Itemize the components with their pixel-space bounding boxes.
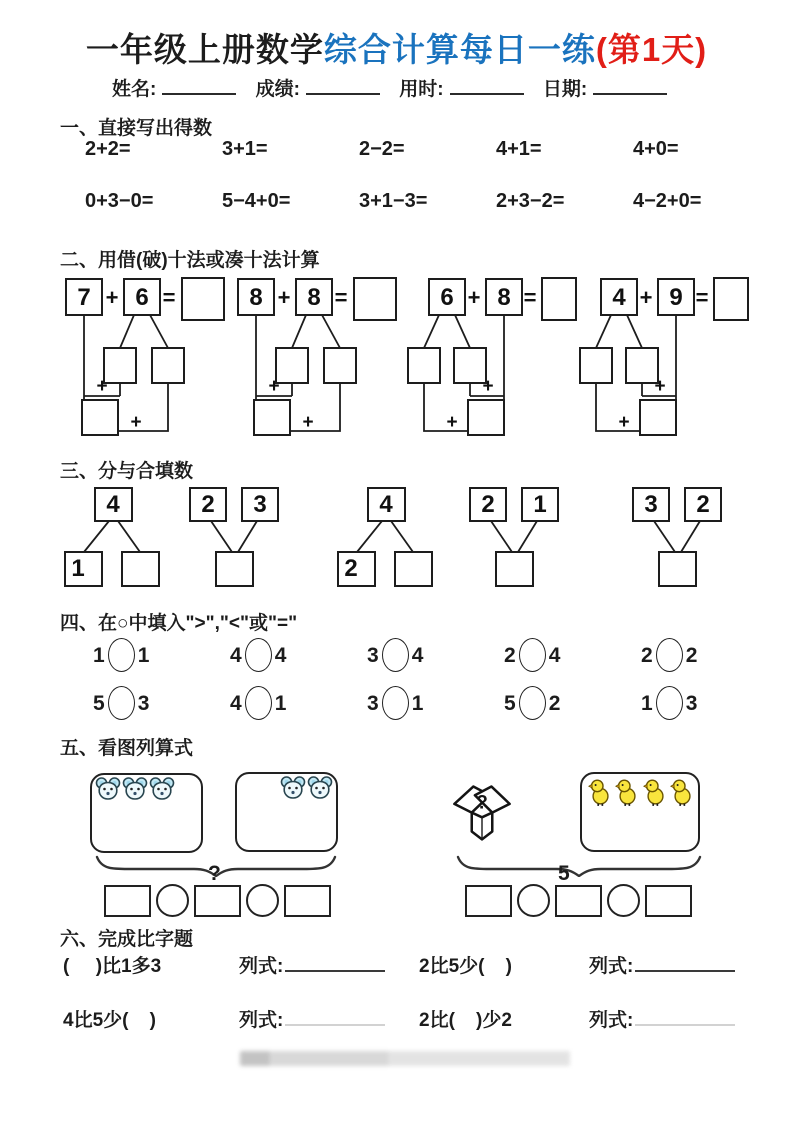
ten-box: [468, 400, 504, 435]
equation-prompt: [589, 951, 749, 978]
equation-blank: [285, 1012, 385, 1026]
equation-operator-circle: [246, 884, 279, 917]
plus-sign: +: [654, 376, 666, 397]
name-label: 姓名:: [112, 79, 157, 100]
split-box: [276, 348, 308, 383]
equation-number-box: [284, 885, 331, 917]
comparison-item: [230, 686, 367, 720]
section-3-heading: 三、分与合填数: [60, 461, 194, 482]
plus-sign: +: [277, 285, 291, 310]
comparison-item: [367, 686, 504, 720]
ten-box: [640, 400, 676, 435]
answer-box: [542, 278, 576, 320]
comparison-item: [641, 638, 778, 672]
plus-sign: +: [639, 285, 653, 310]
comparison-circle: [519, 638, 546, 672]
mouse-icon: [307, 776, 333, 800]
section-1-heading: 一、直接写出得数: [60, 118, 213, 139]
comparison-circle: [656, 638, 683, 672]
equation-number-box: [465, 885, 512, 917]
total-label: 5: [558, 862, 570, 885]
plus-sign: +: [482, 376, 494, 397]
answer-box: [354, 278, 396, 320]
right-number: 4: [548, 644, 561, 667]
number-bond-combine: [465, 486, 565, 588]
comparison-circle: [382, 686, 409, 720]
expression: 0+3−0=: [85, 190, 154, 212]
plus-sign: +: [618, 412, 630, 433]
comparison-circle: [656, 686, 683, 720]
whole-box: [216, 552, 253, 586]
equation-prompt: [239, 1005, 419, 1032]
split-box: [626, 348, 658, 383]
left-number: 3: [367, 692, 379, 715]
part-value: 1: [71, 555, 85, 582]
date-blank: [593, 79, 667, 95]
chick-icon: [643, 777, 665, 807]
title-day-part: (第1天): [595, 31, 708, 68]
part-value: 1: [533, 491, 547, 518]
plus-sign: +: [105, 285, 119, 310]
page-title: [0, 24, 793, 71]
section-6-row-1: [63, 951, 749, 978]
addend-value: 4: [612, 284, 626, 311]
equation-blank: [635, 958, 735, 972]
comparison-item: [504, 686, 641, 720]
ten-box: [82, 400, 118, 435]
split-box: [454, 348, 486, 383]
equals-sign: =: [162, 285, 176, 310]
section-1-row-2: [85, 190, 770, 213]
expression: 2+3−2=: [496, 190, 565, 212]
expression: 5−4+0=: [222, 190, 291, 212]
part-value: 2: [481, 491, 495, 518]
info-line: [112, 74, 681, 101]
plus-sign: +: [96, 376, 108, 397]
comparison-circle: [245, 638, 272, 672]
left-number: 4: [230, 644, 242, 667]
part-value: 2: [696, 491, 710, 518]
comparison-circle: [108, 686, 135, 720]
comparison-item: [93, 638, 230, 672]
left-number: 1: [93, 644, 105, 667]
addend-value: 8: [497, 284, 511, 311]
equation-operator-circle: [607, 884, 640, 917]
equation-label: 列式:: [589, 956, 634, 977]
right-number: 2: [685, 644, 698, 667]
compare-problem: 2比( )少2: [419, 1010, 512, 1031]
section-3-diagrams: [62, 486, 728, 588]
part-box: [395, 552, 432, 586]
equals-sign: =: [695, 285, 709, 310]
section-4-row-2: [93, 686, 778, 720]
plus-sign: +: [446, 412, 458, 433]
split-box: [580, 348, 612, 383]
total-question-mark: ?: [208, 862, 221, 885]
equation-label: 列式:: [589, 1010, 634, 1031]
right-number: 3: [137, 692, 150, 715]
left-number: 5: [93, 692, 105, 715]
right-number: 4: [274, 644, 287, 667]
plus-sign: +: [130, 412, 142, 433]
left-number: 3: [367, 644, 379, 667]
equation-template: [104, 884, 331, 917]
section-6-heading: 六、完成比字题: [60, 929, 194, 950]
compare-problem: 4比5少( ): [63, 1010, 156, 1031]
whole-value: 4: [106, 491, 120, 518]
right-number: 1: [274, 692, 287, 715]
part-value: 3: [253, 491, 267, 518]
equation-prompt: [239, 951, 419, 978]
number-bond-combine: [628, 486, 728, 588]
blurred-watermark: [240, 1051, 570, 1066]
addend-value: 9: [669, 284, 683, 311]
time-label: 用时:: [399, 79, 444, 100]
section-4-row-1: [93, 638, 778, 672]
left-number: 2: [641, 644, 653, 667]
equation-label: 列式:: [239, 956, 284, 977]
equation-operator-circle: [517, 884, 550, 917]
whole-box: [659, 552, 696, 586]
mouse-icon: [280, 776, 306, 800]
number-bond-split: [335, 486, 435, 588]
comparison-circle: [382, 638, 409, 672]
equals-sign: =: [334, 285, 348, 310]
curly-brace: [455, 855, 703, 877]
answer-box: [182, 278, 224, 320]
open-box-icon: [452, 776, 512, 846]
plus-sign: +: [302, 412, 314, 433]
expression: 3+1=: [222, 138, 268, 160]
mouse-icon: [95, 777, 121, 801]
section-6-row-2: [63, 1005, 749, 1032]
decomposition-diagram: [62, 276, 234, 438]
compare-problem: 2比5少( ): [419, 956, 512, 977]
right-number: 3: [685, 692, 698, 715]
expression: 2−2=: [359, 138, 405, 160]
right-number: 4: [411, 644, 424, 667]
mouse-icon: [149, 777, 175, 801]
title-grade-part: 一年级上册数学: [85, 31, 324, 68]
split-box: [152, 348, 184, 383]
title-topic-part: 综合计算每日一练: [323, 31, 596, 68]
plus-sign: +: [467, 285, 481, 310]
equation-label: 列式:: [239, 1010, 284, 1031]
chick-icon: [588, 777, 610, 807]
answer-box: [714, 278, 748, 320]
decomposition-diagram: [406, 276, 578, 438]
equation-number-box: [645, 885, 692, 917]
comparison-item: [230, 638, 367, 672]
section-2-heading: 二、用借(破)十法或凑十法计算: [60, 250, 320, 271]
equation-operator-circle: [156, 884, 189, 917]
left-number: 4: [230, 692, 242, 715]
part-value: 3: [644, 491, 658, 518]
part-box: [122, 552, 159, 586]
split-box: [324, 348, 356, 383]
equation-number-box: [194, 885, 241, 917]
section-5-content: [0, 762, 793, 924]
comparison-item: [641, 686, 778, 720]
section-2-diagrams: [62, 276, 750, 438]
comparison-item: [367, 638, 504, 672]
score-label: 成绩:: [255, 79, 300, 100]
expression: 4−2+0=: [633, 190, 702, 212]
plus-sign: +: [268, 376, 280, 397]
part-value: 2: [344, 555, 358, 582]
whole-box: [496, 552, 533, 586]
picture-box-mice-1: [90, 773, 203, 853]
expression: 2+2=: [85, 138, 131, 160]
right-number: 1: [137, 644, 150, 667]
section-4-heading: 四、在○中填入">","<"或"=": [60, 613, 298, 634]
expression: 4+0=: [633, 138, 679, 160]
ten-box: [254, 400, 290, 435]
box-question-mark: ?: [476, 792, 488, 814]
comparison-circle: [108, 638, 135, 672]
compare-problem: ( )比1多3: [63, 956, 162, 977]
addend-value: 8: [249, 284, 263, 311]
name-blank: [162, 79, 236, 95]
split-box: [408, 348, 440, 383]
addend-value: 6: [135, 284, 149, 311]
left-number: 5: [504, 692, 516, 715]
left-number: 1: [641, 692, 653, 715]
decomposition-diagram: [578, 276, 750, 438]
number-bond-split: [62, 486, 162, 588]
date-label: 日期:: [542, 79, 588, 100]
split-box: [104, 348, 136, 383]
chick-icon: [670, 777, 692, 807]
equation-prompt: [589, 1005, 749, 1032]
decomposition-diagram: [234, 276, 406, 438]
expression: 4+1=: [496, 138, 542, 160]
picture-box-chicks: [580, 772, 700, 852]
section-5-heading: 五、看图列算式: [60, 738, 194, 759]
comparison-item: [93, 686, 230, 720]
right-number: 1: [411, 692, 424, 715]
addend-value: 7: [77, 284, 91, 311]
right-number: 2: [548, 692, 561, 715]
mouse-icon: [122, 777, 148, 801]
comparison-item: [504, 638, 641, 672]
equation-blank: [635, 1012, 735, 1026]
equation-number-box: [104, 885, 151, 917]
comparison-circle: [519, 686, 546, 720]
number-bond-combine: [185, 486, 285, 588]
equation-number-box: [555, 885, 602, 917]
equals-sign: =: [523, 285, 537, 310]
picture-box-mice-2: [235, 772, 338, 852]
equation-blank: [285, 958, 385, 972]
whole-value: 4: [379, 491, 393, 518]
equation-template: [465, 884, 692, 917]
score-blank: [306, 79, 380, 95]
left-number: 2: [504, 644, 516, 667]
addend-value: 6: [440, 284, 454, 311]
time-blank: [450, 79, 524, 95]
chick-icon: [615, 777, 637, 807]
expression: 3+1−3=: [359, 190, 428, 212]
part-value: 2: [201, 491, 215, 518]
addend-value: 8: [307, 284, 321, 311]
comparison-circle: [245, 686, 272, 720]
section-1-row-1: [85, 138, 770, 161]
